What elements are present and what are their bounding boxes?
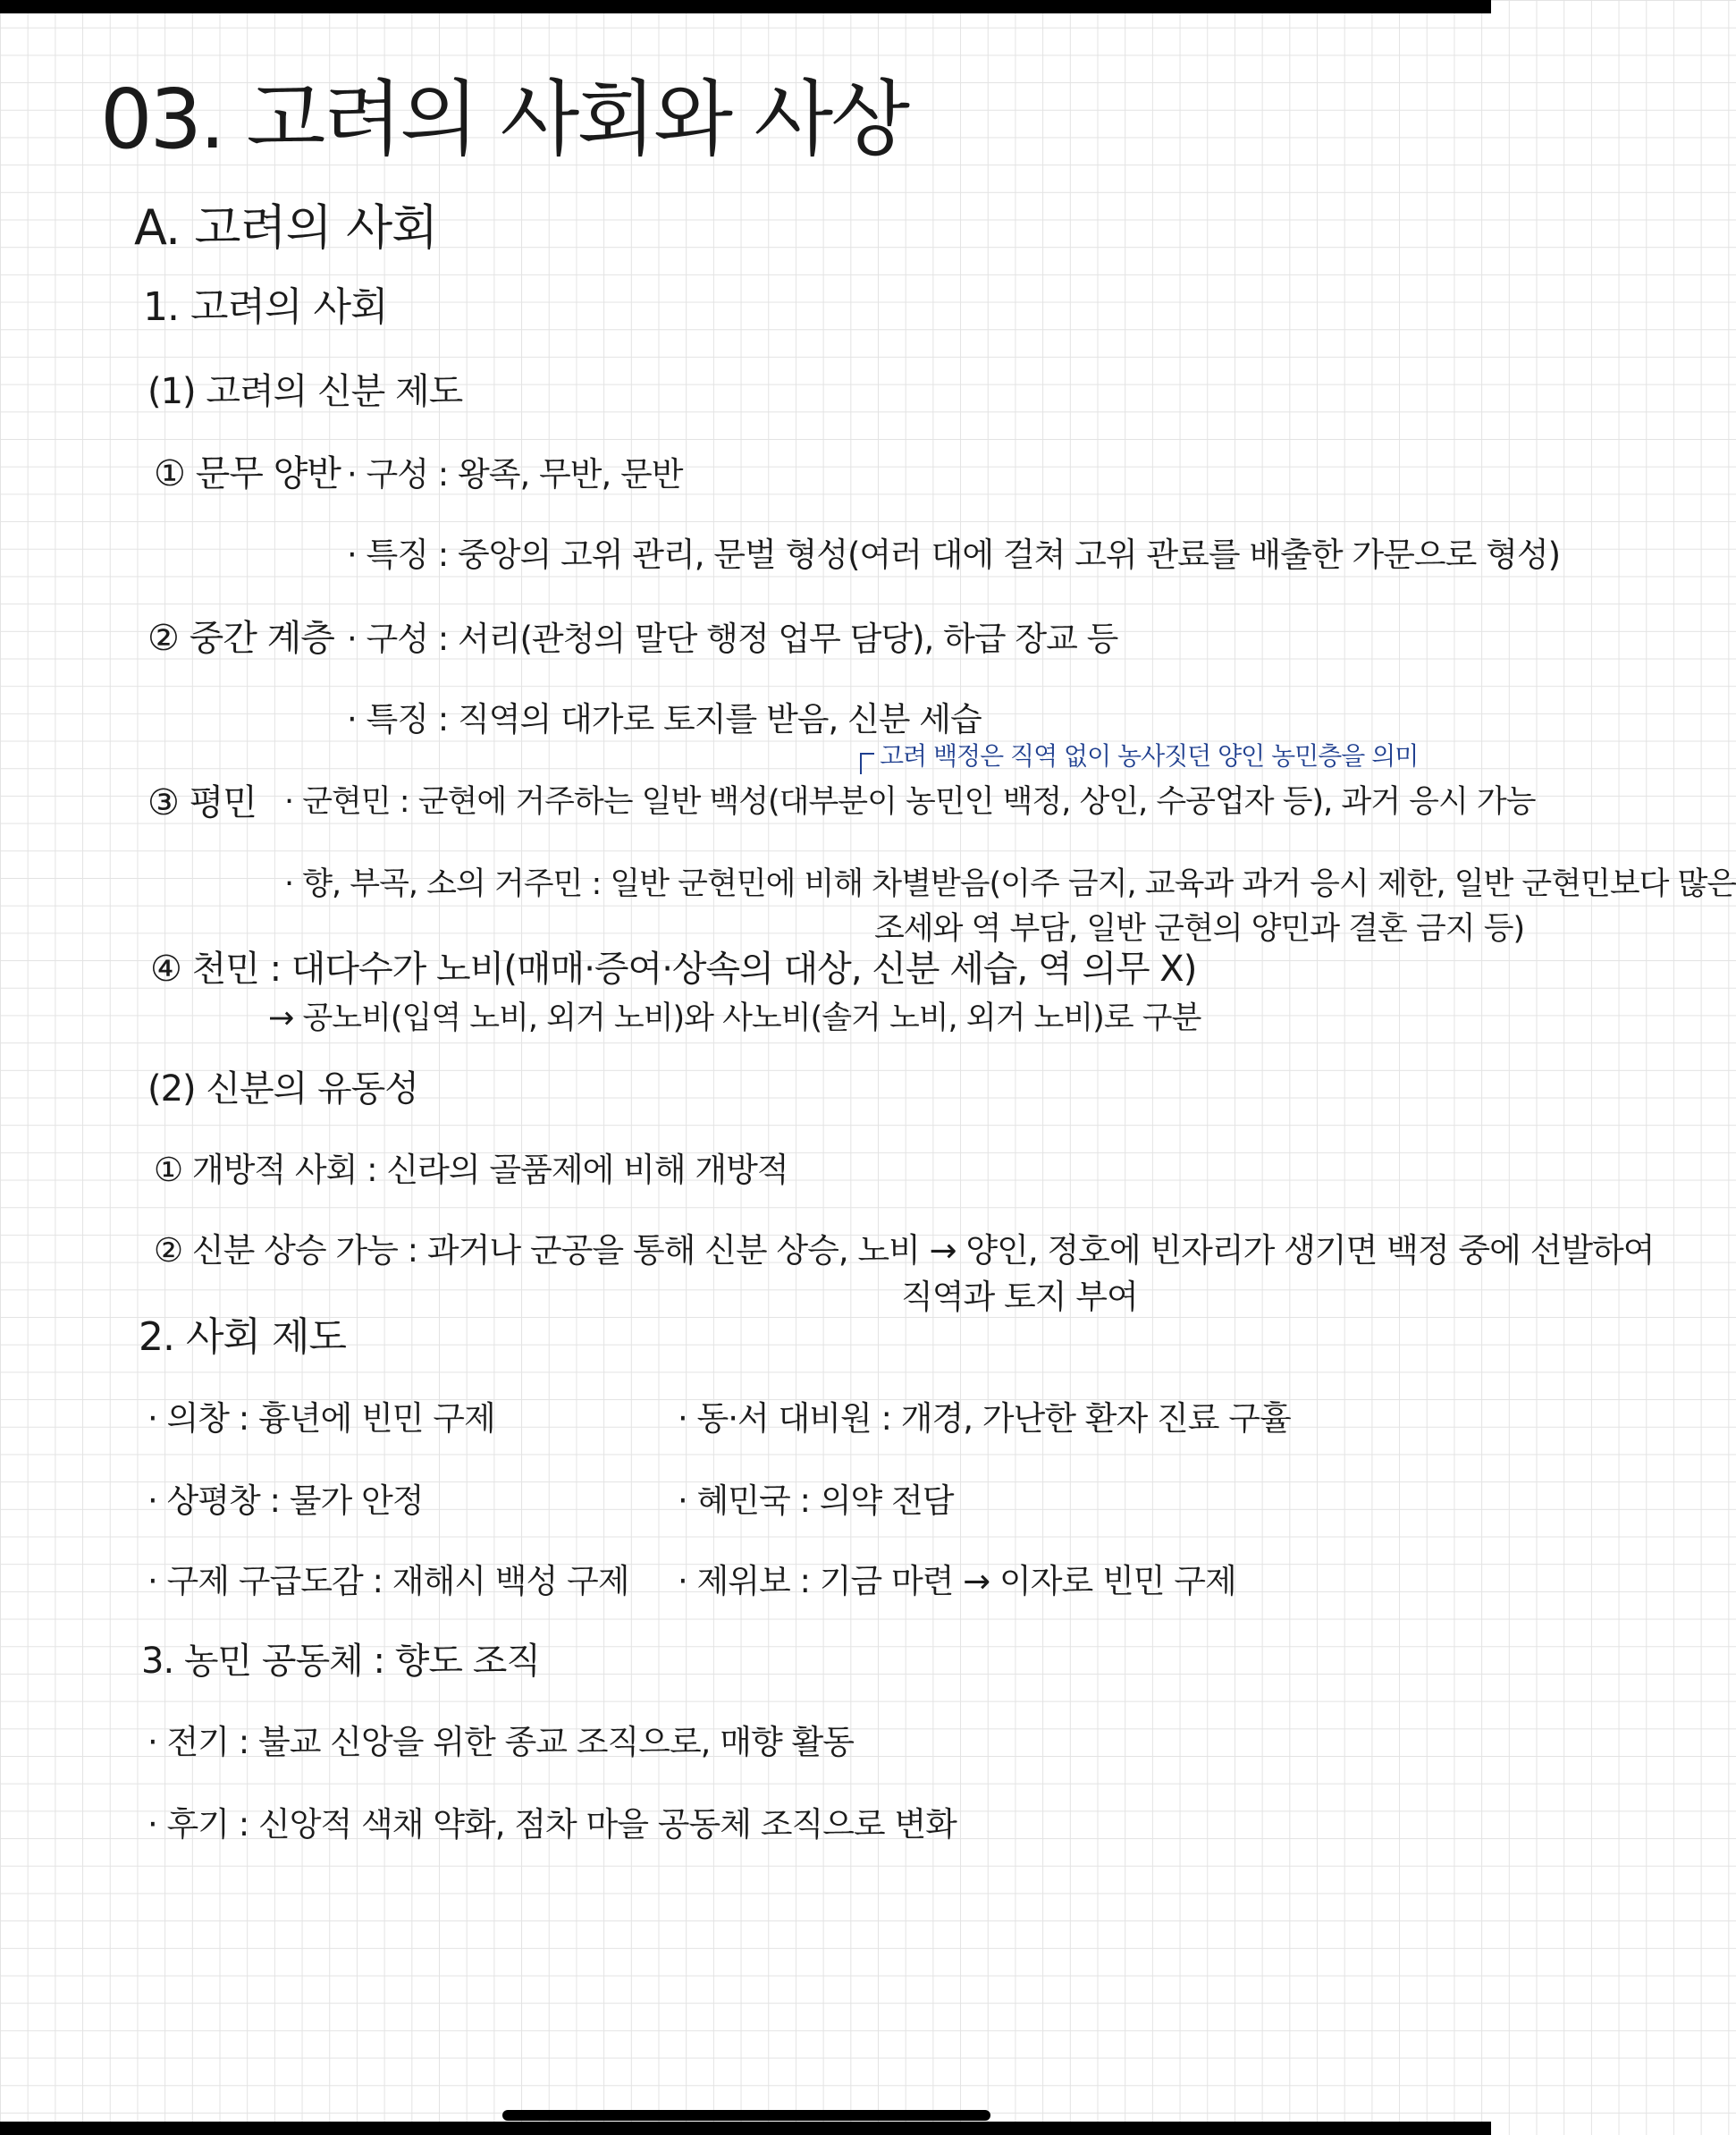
social-system-heading: 2. 사회 제도 (139, 1314, 346, 1360)
page-title: 03. 고려의 사회와 사상 (100, 72, 908, 167)
top-status-bar (0, 0, 1491, 13)
mobility-item-2-line-1: ② 신분 상승 가능 : 과거나 군공을 통해 신분 상승, 노비 → 양인, 정호에 빈자리가 생기면 백정 중에 선발하여 (154, 1231, 1655, 1270)
commoner-label: ③ 평민 (147, 782, 257, 823)
social-left-item-2: · 상평창 : 물가 안정 (147, 1481, 424, 1520)
munmu-label: ① 문무 양반 (154, 453, 341, 494)
social-right-item-1: · 동·서 대비원 : 개경, 가난한 환자 진료 구휼 (678, 1399, 1291, 1438)
section-a-heading: A. 고려의 사회 (134, 199, 438, 256)
subsection-1-heading: 1. 고려의 사회 (143, 284, 388, 330)
lowborn-line-2: → 공노비(입역 노비, 외거 노비)와 사노비(솔거 노비, 외거 노비)로 구분 (268, 1000, 1201, 1036)
bottom-bar (0, 2122, 1491, 2135)
social-left-item-3: · 구제 구급도감 : 재해시 백성 구제 (147, 1562, 629, 1600)
munmu-composition: · 구성 : 왕족, 무반, 문반 (347, 455, 683, 494)
farmers-heading: 3. 농민 공동체 : 향도 조직 (141, 1641, 540, 1682)
commoner-line-1: · 군현민 : 군현에 거주하는 일반 백성(대부분이 농민인 백정, 상인, 수공업자 등), 과거 응시 가능 (284, 784, 1536, 820)
home-indicator[interactable] (502, 2110, 990, 2121)
farmers-late: · 후기 : 신앙적 색채 약화, 점차 마을 공동체 조직으로 변화 (147, 1805, 956, 1844)
social-right-item-2: · 혜민국 : 의약 전담 (678, 1481, 954, 1520)
middle-class-feature: · 특징 : 직역의 대가로 토지를 받음, 신분 세습 (347, 700, 982, 738)
baekjeong-note: 고려 백정은 직역 없이 농사짓던 양인 농민층을 의미 (880, 741, 1419, 771)
middle-class-composition: · 구성 : 서리(관청의 말단 행정 업무 담당), 하급 장교 등 (347, 620, 1118, 658)
lowborn-line-1: ④ 천민 : 대다수가 노비(매매·증여·상속의 대상, 신분 세습, 역 의무 X) (150, 949, 1197, 990)
mobility-item-1: ① 개방적 사회 : 신라의 골품제에 비해 개방적 (154, 1151, 788, 1189)
munmu-feature: · 특징 : 중앙의 고위 관리, 문벌 형성(여러 대에 걸쳐 고위 관료를 배출한 가문으로 형성) (347, 536, 1560, 574)
commoner-line-2: · 향, 부곡, 소의 거주민 : 일반 군현민에 비해 차별받음(이주 금지, 교육과 과거 응시 제한, 일반 군현민보다 많은 (284, 866, 1736, 902)
social-right-item-3: · 제위보 : 기금 마련 → 이자로 빈민 구제 (678, 1562, 1236, 1600)
middle-class-label: ② 중간 계층 (147, 618, 334, 659)
social-left-item-1: · 의창 : 흉년에 빈민 구제 (147, 1399, 495, 1438)
commoner-line-3: 조세와 역 부담, 일반 군현의 양민과 결혼 금지 등) (874, 911, 1525, 947)
note-bracket (860, 753, 874, 774)
status-system-heading: (1) 고려의 신분 제도 (147, 371, 463, 412)
mobility-item-2-line-2: 직역과 토지 부여 (901, 1278, 1138, 1316)
farmers-early: · 전기 : 불교 신앙을 위한 종교 조직으로, 매향 활동 (147, 1723, 854, 1761)
mobility-heading: (2) 신분의 유동성 (147, 1068, 418, 1110)
